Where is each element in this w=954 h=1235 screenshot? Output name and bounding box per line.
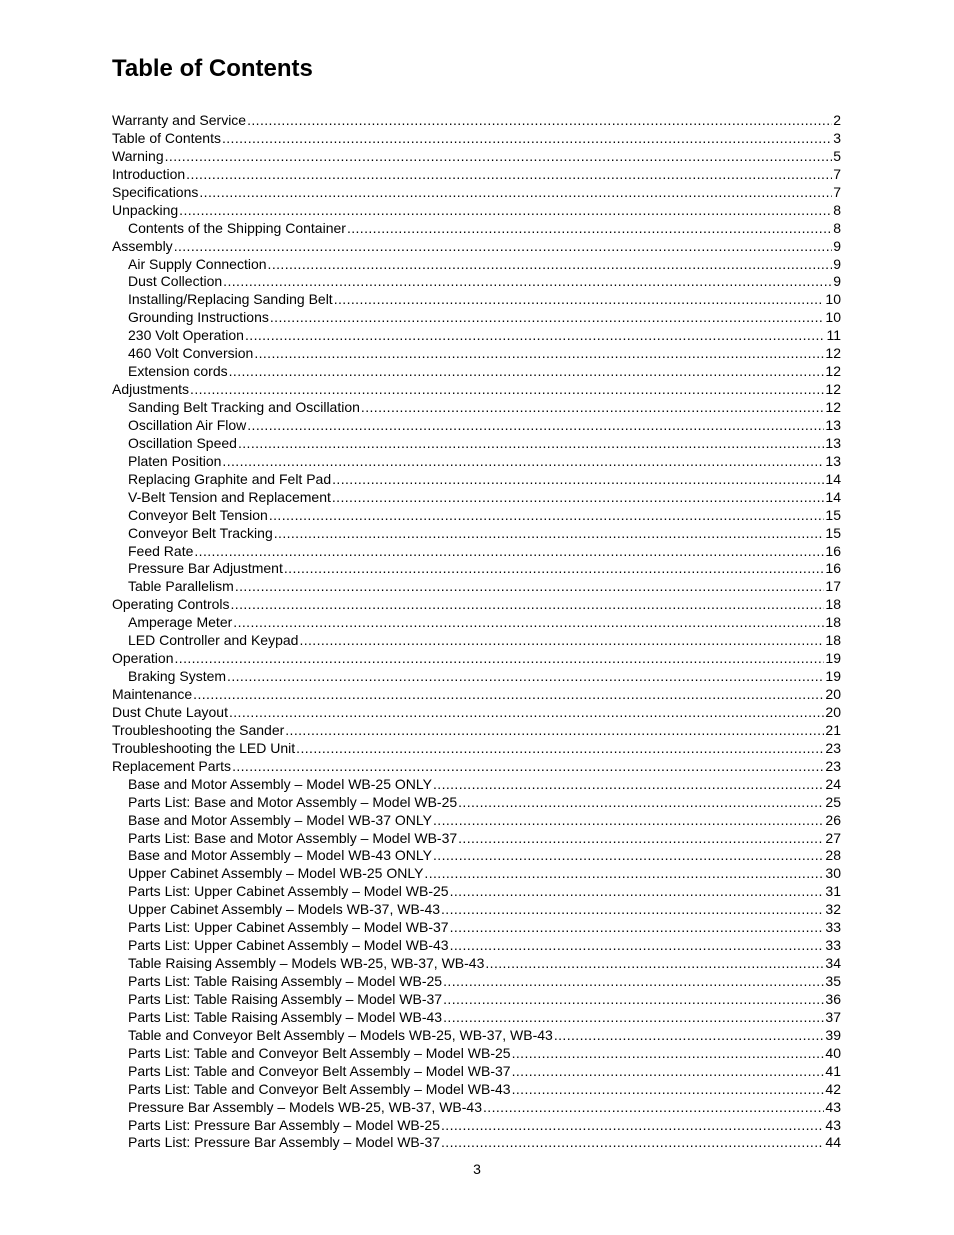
toc-entry-page: 18: [825, 614, 841, 631]
dot-leader: [433, 812, 824, 830]
toc-entry-label: Parts List: Pressure Bar Assembly – Model WB-37: [128, 1134, 440, 1151]
dot-leader: [232, 758, 824, 776]
toc-entry-label: Oscillation Air Flow: [128, 416, 247, 433]
dot-leader: [190, 381, 824, 399]
toc-entry-label: Pressure Bar Assembly – Models WB-25, WB-37, WB-43: [128, 1098, 482, 1115]
toc-entry[interactable]: [112, 184, 841, 202]
toc-entry-page: 14: [825, 470, 841, 487]
dot-leader: [229, 704, 824, 722]
dot-leader: [361, 399, 825, 417]
dot-leader: [229, 363, 825, 381]
toc-entry-page: 18: [825, 632, 841, 649]
toc-entry-label: Base and Motor Assembly – Model WB-43 ONLY: [128, 847, 432, 864]
toc-entry[interactable]: [112, 919, 841, 937]
dot-leader: [443, 973, 824, 991]
toc-entry-page: 32: [825, 901, 841, 918]
toc-entry-page: 11: [826, 327, 841, 344]
toc-entry[interactable]: [112, 525, 841, 543]
toc-entry-page: 20: [825, 703, 841, 720]
toc-entry-label: Parts List: Upper Cabinet Assembly – Model WB-37: [128, 919, 449, 936]
toc-entry-label: Troubleshooting the LED Unit: [112, 739, 296, 756]
toc-entry-label: Parts List: Pressure Bar Assembly – Model WB-25: [128, 1116, 440, 1133]
dot-leader: [512, 1045, 825, 1063]
dot-leader: [270, 309, 825, 327]
toc-entry-label: Replacement Parts: [112, 757, 232, 774]
dot-leader: [554, 1027, 825, 1045]
toc-entry[interactable]: [112, 202, 841, 220]
toc-entry-page: 42: [825, 1080, 841, 1097]
toc-entry-label: Extension cords: [128, 363, 228, 380]
toc-entry[interactable]: [112, 327, 841, 345]
toc-entry-label: Table of Contents: [112, 129, 221, 146]
dot-leader: [450, 883, 825, 901]
toc-entry[interactable]: [112, 399, 841, 417]
toc-entry-page: 23: [825, 739, 841, 756]
toc-entry-label: LED Controller and Keypad: [128, 632, 299, 649]
toc-entry-page: 26: [825, 811, 841, 828]
toc-entry-label: Assembly: [112, 237, 173, 254]
toc-entry-page: 9: [833, 255, 841, 272]
toc-entry-label: Upper Cabinet Assembly – Models WB-37, WB-43: [128, 901, 441, 918]
toc-entry-label: Troubleshooting the Sander: [112, 721, 285, 738]
dot-leader: [441, 1134, 824, 1152]
toc-entry[interactable]: [112, 363, 841, 381]
dot-leader: [332, 489, 825, 507]
toc-entry-page: 28: [825, 847, 841, 864]
toc-entry-page: 16: [825, 542, 841, 559]
toc-entry[interactable]: [112, 1027, 841, 1045]
toc-entry-label: Pressure Bar Adjustment: [128, 560, 283, 577]
table-of-contents: [112, 112, 841, 1152]
toc-entry-page: 5: [833, 147, 841, 164]
toc-entry-page: 43: [825, 1098, 841, 1115]
toc-entry[interactable]: [112, 381, 841, 399]
toc-entry[interactable]: [112, 830, 841, 848]
toc-entry-page: 37: [825, 1008, 841, 1025]
dot-leader: [347, 220, 832, 238]
toc-entry-label: Parts List: Upper Cabinet Assembly – Model WB-25: [128, 883, 449, 900]
toc-entry-label: Parts List: Table Raising Assembly – Model WB-37: [128, 990, 443, 1007]
toc-entry[interactable]: [112, 148, 841, 166]
toc-entry-page: 13: [825, 452, 841, 469]
toc-entry[interactable]: [112, 560, 841, 578]
toc-entry-label: 460 Volt Conversion: [128, 345, 254, 362]
dot-leader: [512, 1063, 825, 1081]
toc-entry-page: 12: [825, 399, 841, 415]
toc-entry[interactable]: [112, 273, 841, 291]
toc-entry[interactable]: [112, 901, 841, 919]
toc-entry-label: Adjustments: [112, 381, 190, 398]
dot-leader: [483, 1099, 824, 1117]
toc-entry[interactable]: [112, 1063, 841, 1081]
dot-leader: [193, 686, 824, 704]
dot-leader: [227, 668, 824, 686]
toc-entry-page: 31: [825, 883, 841, 900]
dot-leader: [231, 596, 825, 614]
toc-entry[interactable]: [112, 417, 841, 435]
toc-entry[interactable]: [112, 812, 841, 830]
toc-entry-label: Amperage Meter: [128, 614, 233, 631]
dot-leader: [274, 525, 825, 543]
toc-entry-page: 43: [825, 1116, 841, 1133]
dot-leader: [443, 991, 824, 1009]
dot-leader: [199, 184, 832, 202]
toc-entry[interactable]: [112, 614, 841, 632]
toc-entry-page: 44: [825, 1134, 841, 1151]
toc-entry[interactable]: [112, 291, 841, 309]
page-number: 3: [473, 1161, 481, 1177]
toc-entry-page: 12: [825, 363, 841, 380]
dot-leader: [222, 453, 824, 471]
dot-leader: [233, 614, 824, 632]
toc-entry-page: 2: [833, 112, 841, 128]
toc-entry-label: Parts List: Base and Motor Assembly – Model WB-37: [128, 829, 458, 846]
toc-entry[interactable]: [112, 112, 841, 130]
toc-entry-page: 24: [825, 775, 841, 792]
toc-entry-page: 15: [825, 506, 841, 523]
toc-entry[interactable]: [112, 471, 841, 489]
toc-entry-label: Dust Collection: [128, 273, 223, 290]
toc-entry-label: Grounding Instructions: [128, 309, 269, 326]
toc-entry-page: 34: [825, 955, 841, 972]
dot-leader: [450, 937, 825, 955]
dot-leader: [247, 112, 832, 130]
dot-leader: [269, 507, 825, 525]
toc-entry-label: Operation: [112, 650, 174, 667]
toc-entry-page: 19: [825, 650, 841, 667]
dot-leader: [299, 632, 824, 650]
toc-entry-label: Parts List: Table and Conveyor Belt Assembly – Model WB-43: [128, 1080, 511, 1097]
toc-entry[interactable]: [112, 309, 841, 327]
toc-entry[interactable]: [112, 453, 841, 471]
toc-entry-label: Maintenance: [112, 686, 193, 702]
toc-entry[interactable]: [112, 489, 841, 507]
toc-entry-page: 19: [825, 668, 841, 685]
dot-leader: [450, 919, 825, 937]
dot-leader: [165, 148, 833, 166]
toc-entry[interactable]: [112, 650, 841, 668]
toc-entry[interactable]: [112, 256, 841, 274]
toc-entry-label: Parts List: Table Raising Assembly – Model WB-25: [128, 973, 443, 989]
toc-entry[interactable]: [112, 704, 841, 722]
toc-entry-label: Parts List: Table and Conveyor Belt Assembly – Model WB-25: [128, 1044, 511, 1061]
toc-entry-page: 7: [833, 183, 841, 200]
dot-leader: [441, 901, 824, 919]
dot-leader: [443, 1009, 824, 1027]
dot-leader: [268, 256, 833, 274]
toc-entry-page: 10: [825, 309, 841, 326]
toc-entry[interactable]: [112, 991, 841, 1009]
toc-entry[interactable]: [112, 1117, 841, 1135]
toc-entry-page: 21: [825, 721, 841, 738]
toc-entry-page: 20: [825, 686, 841, 702]
toc-entry-page: 8: [833, 201, 841, 218]
dot-leader: [433, 847, 824, 865]
toc-entry[interactable]: [112, 955, 841, 973]
toc-entry[interactable]: [112, 166, 841, 184]
toc-entry-page: 27: [825, 829, 841, 846]
toc-entry-label: Replacing Graphite and Felt Pad: [128, 470, 332, 487]
toc-entry-page: 30: [825, 865, 841, 882]
toc-entry-label: Table Raising Assembly – Models WB-25, WB-37, WB-43: [128, 955, 485, 972]
dot-leader: [441, 1117, 824, 1135]
toc-entry-page: 12: [825, 381, 841, 398]
toc-entry-label: Contents of the Shipping Container: [128, 219, 346, 236]
toc-entry[interactable]: [112, 847, 841, 865]
toc-entry-page: 33: [825, 937, 841, 954]
toc-entry-label: Upper Cabinet Assembly – Model WB-25 ONLY: [128, 865, 424, 882]
toc-entry-label: Warning: [112, 147, 164, 164]
toc-entry[interactable]: [112, 507, 841, 525]
toc-entry-page: 17: [825, 578, 841, 595]
toc-entry[interactable]: [112, 758, 841, 776]
toc-entry-label: Base and Motor Assembly – Model WB-25 ONLY: [128, 775, 432, 792]
toc-entry-label: Platen Position: [128, 452, 222, 469]
toc-entry[interactable]: [112, 220, 841, 238]
toc-entry-page: 23: [825, 757, 841, 774]
dot-leader: [174, 650, 824, 668]
dot-leader: [254, 345, 824, 363]
toc-entry[interactable]: [112, 543, 841, 561]
toc-entry-label: Base and Motor Assembly – Model WB-37 ONLY: [128, 811, 432, 828]
toc-entry-page: 9: [833, 237, 841, 254]
toc-entry[interactable]: [112, 865, 841, 883]
toc-entry[interactable]: [112, 776, 841, 794]
toc-entry-page: 3: [833, 129, 841, 146]
dot-leader: [433, 776, 824, 794]
dot-leader: [332, 471, 824, 489]
toc-entry-label: Operating Controls: [112, 596, 230, 613]
toc-entry[interactable]: [112, 130, 841, 148]
toc-entry-label: Table Parallelism: [128, 578, 234, 595]
toc-entry-label: Sanding Belt Tracking and Oscillation: [128, 399, 360, 415]
toc-entry-page: 33: [825, 919, 841, 936]
toc-entry[interactable]: [112, 883, 841, 901]
dot-leader: [222, 130, 832, 148]
dot-leader: [485, 955, 824, 973]
dot-leader: [285, 722, 824, 740]
toc-entry[interactable]: [112, 668, 841, 686]
toc-entry-label: Feed Rate: [128, 542, 194, 559]
toc-entry[interactable]: [112, 596, 841, 614]
toc-entry[interactable]: [112, 632, 841, 650]
toc-entry-page: 12: [825, 345, 841, 362]
toc-entry[interactable]: [112, 578, 841, 596]
toc-entry-label: Conveyor Belt Tension: [128, 506, 268, 523]
toc-entry-page: 9: [833, 273, 841, 290]
toc-entry[interactable]: [112, 1081, 841, 1099]
dot-leader: [223, 273, 832, 291]
toc-entry-label: Air Supply Connection: [128, 255, 267, 272]
toc-entry[interactable]: [112, 345, 841, 363]
dot-leader: [186, 166, 832, 184]
toc-entry-label: 230 Volt Operation: [128, 327, 244, 344]
dot-leader: [296, 740, 824, 758]
toc-entry[interactable]: [112, 1009, 841, 1027]
dot-leader: [179, 202, 832, 220]
toc-entry-page: 40: [825, 1044, 841, 1061]
toc-entry[interactable]: [112, 1134, 841, 1152]
toc-entry-page: 39: [825, 1026, 841, 1043]
toc-entry[interactable]: [112, 722, 841, 740]
toc-entry-page: 13: [825, 434, 841, 451]
toc-entry-label: Installing/Replacing Sanding Belt: [128, 291, 333, 308]
dot-leader: [334, 291, 825, 309]
toc-entry-page: 13: [825, 416, 841, 433]
toc-entry[interactable]: [112, 238, 841, 256]
toc-entry[interactable]: [112, 794, 841, 812]
dot-leader: [424, 865, 824, 883]
page-title: Table of Contents: [112, 55, 313, 82]
toc-entry-label: Table and Conveyor Belt Assembly – Models WB-25, WB-37, WB-43: [128, 1026, 553, 1043]
toc-entry-label: V-Belt Tension and Replacement: [128, 488, 331, 505]
toc-entry[interactable]: [112, 973, 841, 991]
toc-entry-label: Dust Chute Layout: [112, 703, 228, 720]
toc-entry-label: Unpacking: [112, 201, 179, 218]
toc-entry[interactable]: [112, 1045, 841, 1063]
toc-entry-page: 41: [825, 1062, 841, 1079]
toc-entry-label: Warranty and Service: [112, 112, 247, 128]
toc-entry-page: 36: [825, 990, 841, 1007]
toc-entry[interactable]: [112, 686, 841, 704]
toc-entry-page: 7: [833, 165, 841, 182]
dot-leader: [458, 830, 824, 848]
toc-entry-page: 25: [825, 793, 841, 810]
dot-leader: [512, 1081, 825, 1099]
toc-entry-page: 8: [833, 219, 841, 236]
toc-entry[interactable]: [112, 937, 841, 955]
toc-entry-page: 15: [825, 524, 841, 541]
toc-entry-page: 16: [825, 560, 841, 577]
dot-leader: [284, 560, 825, 578]
dot-leader: [235, 578, 825, 596]
toc-entry-label: Introduction: [112, 165, 186, 182]
dot-leader: [174, 238, 833, 256]
toc-entry[interactable]: [112, 740, 841, 758]
toc-entry-label: Parts List: Upper Cabinet Assembly – Model WB-43: [128, 937, 449, 954]
toc-entry-page: 35: [825, 973, 841, 989]
toc-entry-label: Conveyor Belt Tracking: [128, 524, 273, 541]
dot-leader: [238, 435, 824, 453]
toc-entry-label: Oscillation Speed: [128, 434, 237, 451]
dot-leader: [247, 417, 824, 435]
toc-entry-page: 10: [825, 291, 841, 308]
dot-leader: [245, 327, 825, 345]
toc-entry-label: Parts List: Base and Motor Assembly – Model WB-25: [128, 793, 458, 810]
toc-entry[interactable]: [112, 1099, 841, 1117]
toc-entry-label: Parts List: Table Raising Assembly – Model WB-43: [128, 1008, 443, 1025]
toc-entry-label: Specifications: [112, 183, 199, 200]
toc-entry-label: Parts List: Table and Conveyor Belt Assembly – Model WB-37: [128, 1062, 511, 1079]
dot-leader: [458, 794, 824, 812]
toc-entry-page: 14: [825, 488, 841, 505]
dot-leader: [194, 543, 824, 561]
toc-entry-label: Braking System: [128, 668, 227, 685]
toc-entry[interactable]: [112, 435, 841, 453]
toc-entry-page: 18: [825, 596, 841, 613]
